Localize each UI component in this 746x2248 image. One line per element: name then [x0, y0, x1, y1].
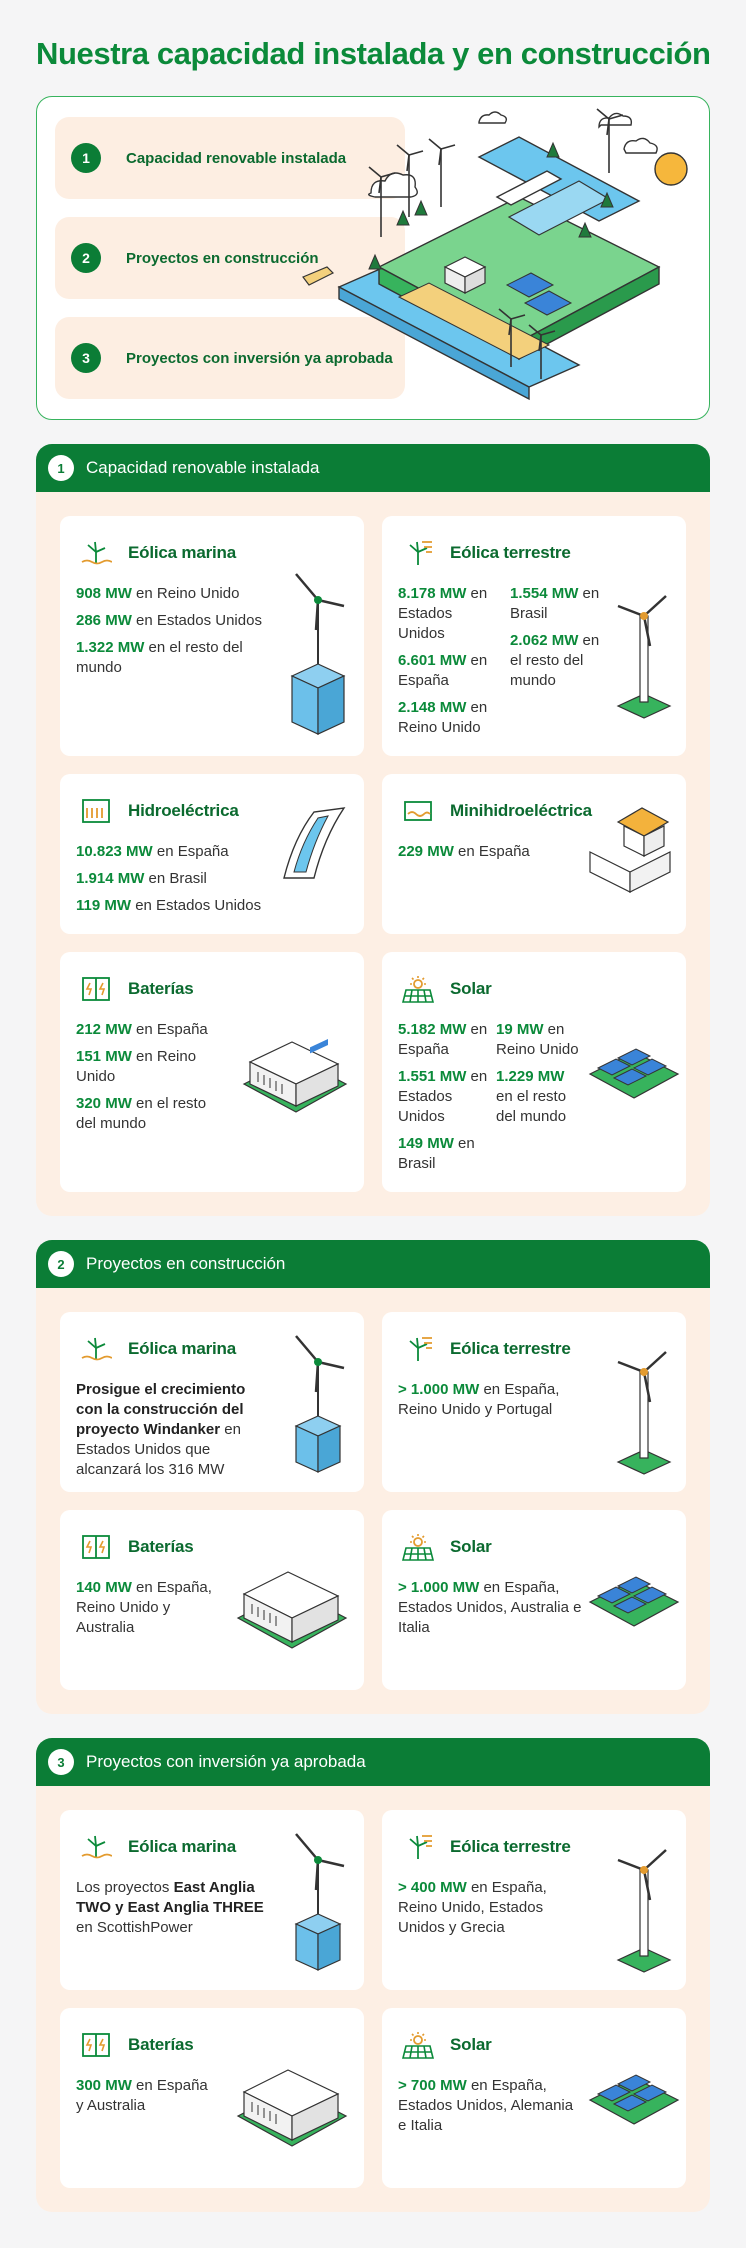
mini-hydro-house-illustration — [588, 792, 684, 912]
hero-item-number: 1 — [71, 143, 101, 173]
card-title: Eólica marina — [128, 1339, 236, 1358]
card-batteries: Baterías 212 MW en España 151 MW en Reino Unido 320 MW en el resto del mundo — [60, 952, 364, 1192]
onshore-turbine-illustration — [608, 1824, 678, 1984]
battery-icon — [80, 1532, 112, 1562]
section-header — [36, 1738, 710, 1786]
battery-icon — [80, 2030, 112, 2060]
battery-building-illustration — [234, 2048, 350, 2158]
section-installed-capacity — [36, 444, 710, 1216]
section-title: Proyectos con inversión ya aprobada — [86, 1752, 366, 1771]
section-title: Proyectos en construcción — [86, 1254, 286, 1273]
section-title: Capacidad renovable instalada — [86, 458, 320, 477]
hero-item-number: 2 — [71, 243, 101, 273]
hero-item-label: Proyectos en construcción — [126, 249, 319, 267]
card-onshore-wind: Eólica terrestre > 1.000 MW en España, Reino Unido y Portugal — [382, 1312, 686, 1492]
hydro-icon — [80, 796, 112, 826]
hero-panel — [36, 96, 710, 420]
offshore-wind-icon — [80, 538, 112, 568]
onshore-wind-icon — [402, 538, 434, 568]
section-number: 2 — [48, 1251, 74, 1277]
offshore-turbine-illustration — [282, 546, 352, 746]
page-title: Nuestra capacidad instalada y en construcción — [36, 36, 711, 71]
solar-icon — [402, 974, 434, 1004]
card-title: Solar — [450, 1537, 492, 1556]
card-title: Eólica terrestre — [450, 1837, 571, 1856]
section-approved-investment — [36, 1738, 710, 2212]
card-batteries: Baterías 140 MW en España, Reino Unido y Australia — [60, 1510, 364, 1690]
battery-icon — [80, 974, 112, 1004]
section-header — [36, 444, 710, 492]
card-hydro: Hidroeléctrica 10.823 MW en España 1.914 MW en Brasil 119 MW en Estados Unidos — [60, 774, 364, 934]
card-title: Baterías — [128, 2035, 194, 2054]
card-solar: Solar > 1.000 MW en España, Estados Unidos, Australia e Italia — [382, 1510, 686, 1690]
section-number: 3 — [48, 1749, 74, 1775]
hero-item-label: Capacidad renovable instalada — [126, 149, 347, 167]
hero-item-number: 3 — [71, 343, 101, 373]
card-title: Minihidroeléctrica — [450, 801, 592, 820]
card-solar: Solar 5.182 MW en España 1.551 MW en Estados Unidos 149 MW en Brasil 19 MW en Reino Unido 1.229 MW en el resto del mundo — [382, 952, 686, 1192]
card-title: Solar — [450, 2035, 492, 2054]
battery-building-illustration — [240, 1022, 350, 1122]
offshore-turbine-illustration — [282, 1820, 352, 1980]
onshore-turbine-illustration — [608, 566, 678, 736]
offshore-wind-icon — [80, 1832, 112, 1862]
energy-landscape-illustration — [279, 97, 699, 417]
card-offshore-wind: Eólica marina 908 MW en Reino Unido 286 MW en Estados Unidos 1.322 MW en el resto del mundo — [60, 516, 364, 756]
card-title: Eólica terrestre — [450, 1339, 571, 1358]
onshore-turbine-illustration — [608, 1326, 678, 1486]
offshore-wind-icon — [80, 1334, 112, 1364]
card-solar: Solar > 700 MW en España, Estados Unidos, Alemania e Italia — [382, 2008, 686, 2188]
mini-hydro-icon — [402, 796, 434, 826]
card-batteries: Baterías 300 MW en España y Australia — [60, 2008, 364, 2188]
onshore-wind-icon — [402, 1334, 434, 1364]
card-title: Eólica marina — [128, 1837, 236, 1856]
card-title: Baterías — [128, 1537, 194, 1556]
solar-panels-illustration — [586, 2058, 680, 2138]
card-mini-hydro: Minihidroeléctrica 229 MW en España — [382, 774, 686, 934]
section-under-construction — [36, 1240, 710, 1714]
card-title: Eólica terrestre — [450, 543, 571, 562]
hero-item-label: Proyectos con inversión ya aprobada — [126, 349, 393, 367]
card-title: Eólica marina — [128, 543, 236, 562]
solar-icon — [402, 2030, 434, 2060]
section-number: 1 — [48, 455, 74, 481]
card-onshore-wind: Eólica terrestre > 400 MW en España, Reino Unido, Estados Unidos y Grecia — [382, 1810, 686, 1990]
card-title: Solar — [450, 979, 492, 998]
solar-panels-illustration — [586, 1560, 680, 1640]
onshore-wind-icon — [402, 1832, 434, 1862]
card-title: Hidroeléctrica — [128, 801, 239, 820]
card-offshore-wind: Eólica marina Prosigue el crecimiento con la construcción del proyecto Windanker en Estados Unidos que alcanzará los 316 MW — [60, 1312, 364, 1492]
card-offshore-wind: Eólica marina Los proyectos East Anglia TWO y East Anglia THREE en ScottishPower — [60, 1810, 364, 1990]
solar-panels-illustration — [586, 1032, 680, 1112]
solar-icon — [402, 1532, 434, 1562]
section-header — [36, 1240, 710, 1288]
offshore-turbine-illustration — [282, 1322, 352, 1482]
card-title: Baterías — [128, 979, 194, 998]
card-onshore-wind: Eólica terrestre 8.178 MW en Estados Unidos 6.601 MW en España 2.148 MW en Reino Unido 1.554 MW en Brasil 2.062 MW en el resto del mundo — [382, 516, 686, 756]
dam-illustration — [274, 798, 354, 888]
battery-building-illustration — [234, 1550, 350, 1660]
